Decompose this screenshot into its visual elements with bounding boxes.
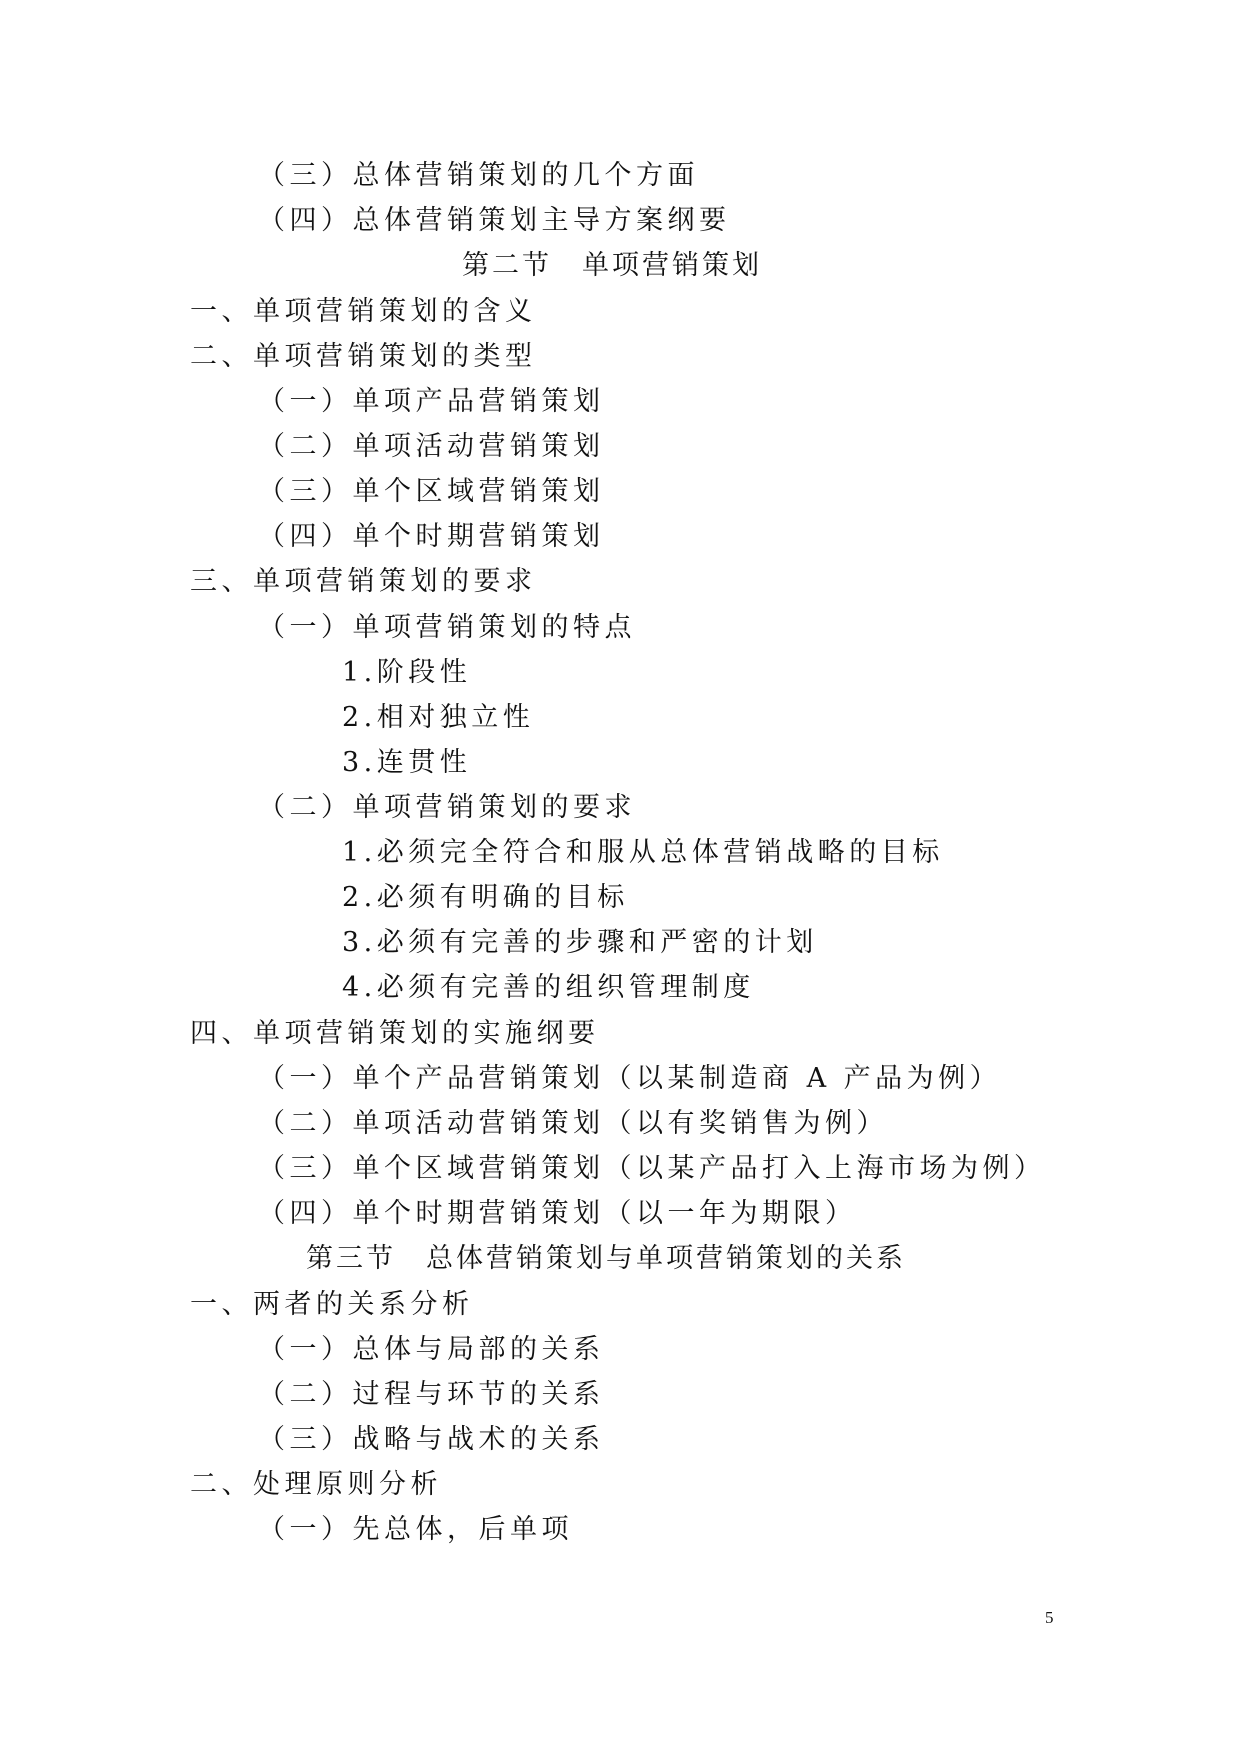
point-requirement-2: 2.必须有明确的目标 [342,882,629,913]
item-relationship-analysis: 一、两者的关系分析 [190,1289,474,1320]
sub-item-whole-first: （一）先总体，后单项 [258,1514,573,1545]
item-principles: 二、处理原则分析 [190,1469,442,1500]
page-number: 5 [1045,1608,1054,1627]
point-requirement-1: 1.必须完全符合和服从总体营销战略的目标 [342,837,944,868]
sub-item-general-outline: （四）总体营销策划主导方案纲要 [258,205,731,236]
sub-item-outline-region: （三）单个区域营销策划（以某产品打入上海市场为例） [258,1153,1046,1184]
sub-item-whole-part: （一）总体与局部的关系 [258,1334,605,1365]
point-feature-1: 1.阶段性 [342,657,472,688]
item-single-types: 二、单项营销策划的类型 [190,341,537,372]
point-requirement-4: 4.必须有完善的组织管理制度 [342,972,755,1003]
sub-item-outline-period: （四）单个时期营销策划（以一年为期限） [258,1198,857,1229]
sub-item-type-activity: （二）单项活动营销策划 [258,431,605,462]
point-requirement-3: 3.必须有完善的步骤和严密的计划 [342,927,818,958]
sub-item-requirements: （二）单项营销策划的要求 [258,792,636,823]
section-heading-3: 第三节 总体营销策划与单项营销策划的关系 [306,1243,906,1274]
item-single-requirements: 三、单项营销策划的要求 [190,566,537,597]
sub-item-type-region: （三）单个区域营销策划 [258,476,605,507]
sub-item-type-period: （四）单个时期营销策划 [258,521,605,552]
item-single-outline: 四、单项营销策划的实施纲要 [190,1018,600,1049]
sub-item-type-product: （一）单项产品营销策划 [258,386,605,417]
sub-item-features: （一）单项营销策划的特点 [258,612,636,643]
sub-item-process-link: （二）过程与环节的关系 [258,1379,605,1410]
point-feature-2: 2.相对独立性 [342,702,535,733]
sub-item-outline-activity: （二）单项活动营销策划（以有奖销售为例） [258,1108,888,1139]
sub-item-general-aspects: （三）总体营销策划的几个方面 [258,160,699,191]
section-heading-2: 第二节 单项营销策划 [462,250,762,281]
point-feature-3: 3.连贯性 [342,747,472,778]
sub-item-strategy-tactics: （三）战略与战术的关系 [258,1424,605,1455]
item-single-meaning: 一、单项营销策划的含义 [190,296,537,327]
sub-item-outline-product: （一）单个产品营销策划（以某制造商 A 产品为例） [258,1063,1002,1094]
